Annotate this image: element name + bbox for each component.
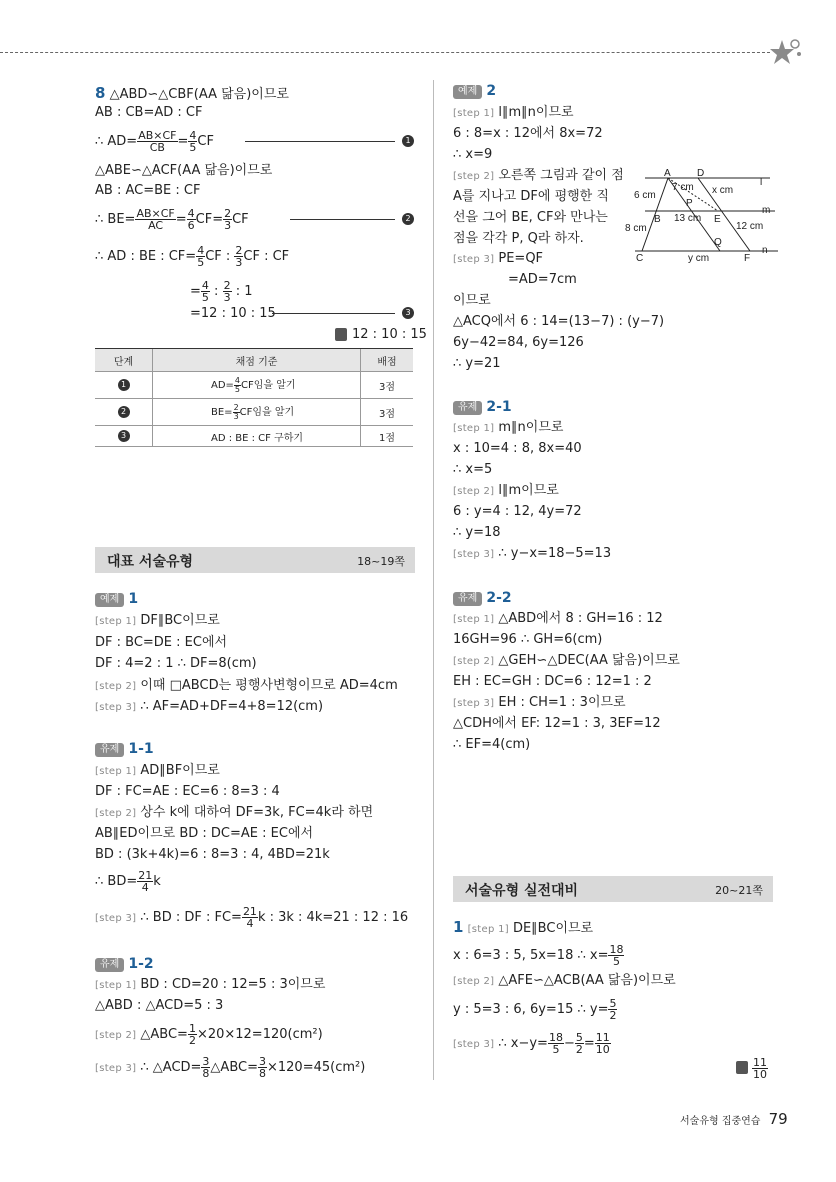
diagram-label: 7 cm <box>672 182 694 193</box>
text-line: AB∥ED이므로 BD : DC=AE : EC에서 <box>95 826 314 841</box>
answer: $\frac{11}{10}$ <box>736 1057 768 1080</box>
text-line: △ABD : △ACD=5 : 3 <box>95 998 224 1013</box>
text-line: ∴ y=21 <box>453 356 501 371</box>
section-title: 대표 서술유형 <box>107 554 194 570</box>
text-line: △ABD∽△CBF(AA 닮음)이므로 <box>109 87 289 102</box>
text-line: 점을 각각 P, Q라 하자. <box>453 231 584 246</box>
section-pages: 18~19쪽 <box>357 555 405 568</box>
text-line: 6 : 8=x : 12에서 8x=72 <box>453 126 603 141</box>
diagram-label: F <box>744 253 751 264</box>
text-line: △ACQ에서 6 : 14=(13−7) : (y−7) <box>453 314 665 329</box>
diagram-label: 6 cm <box>634 190 656 201</box>
column-divider <box>433 80 434 1080</box>
text-line: DF : BC=DE : EC에서 <box>95 635 228 650</box>
diagram-label: D <box>697 168 705 179</box>
badge: 예제 <box>95 593 124 607</box>
text-line: 16GH=96 ∴ GH=6(cm) <box>453 632 603 647</box>
text-line: 6y−42=84, 6y=126 <box>453 335 584 350</box>
diagram-label: B <box>654 214 661 225</box>
page-number: 79 <box>768 1110 788 1128</box>
table-header: 배점 <box>361 349 414 372</box>
text-line: ∴ x=5 <box>453 462 493 477</box>
diagram-label: m <box>762 205 771 216</box>
table-row: 2 BE= $\frac{2}{3}$ CF임을 알기 3점 <box>95 399 413 426</box>
text-line: 이므로 <box>453 293 491 308</box>
equation-line: = $\frac{4}{5}$ : $\frac{2}{3}$ : 1 <box>190 279 253 304</box>
text-line: DF : FC=AE : EC=6 : 8=3 : 4 <box>95 784 280 799</box>
text-line: DF : 4=2 : 1 ∴ DF=8(cm) <box>95 656 257 671</box>
diagram-label: y cm <box>688 253 710 264</box>
text-line: ∴ y=18 <box>453 525 501 540</box>
diagram-label: 12 cm <box>736 221 764 232</box>
answer: 12 : 10 : 15 <box>335 326 427 344</box>
diagram-label: n <box>762 245 768 256</box>
equation-line: ∴ AD : BE : CF= $\frac{4}{5}$ CF : $\frac{2}{3}$ CF : CF <box>95 244 290 269</box>
table-header: 단계 <box>95 349 153 372</box>
text-line: A를 지나고 DF에 평행한 직 <box>453 189 609 204</box>
section-title: 서술유형 실전대비 <box>465 883 579 899</box>
text-line: BD : (3k+4k)=6 : 8=3 : 4, 4BD=21k <box>95 847 330 862</box>
text-line: 6 : y=4 : 12, 4y=72 <box>453 504 582 519</box>
star-icon <box>768 36 804 70</box>
text-line: ∴ x=9 <box>453 147 493 162</box>
text-line: x : 10=4 : 8, 8x=40 <box>453 441 582 456</box>
diagram-label: E <box>714 214 721 225</box>
text-line: ∴ EF=4(cm) <box>453 737 531 752</box>
text-line: △ABE∽△ACF(AA 닮음)이므로 <box>95 163 273 178</box>
equation-line: =12 : 10 : 15 <box>190 306 276 321</box>
table-row: 1 AD= $\frac{4}{5}$ CF임을 알기 3점 <box>95 372 413 399</box>
section-pages: 20~21쪽 <box>715 884 763 897</box>
step-marker-1: 1 <box>402 135 414 147</box>
diagram-label: x cm <box>712 185 734 196</box>
equation-line: ∴ BE= $\frac{AB\times CF}{AC}$ = $\frac{4}{6}$ CF= $\frac{2}{3}$ CF <box>95 207 249 232</box>
diagram-label: Q <box>714 237 722 248</box>
text-line: △CDH에서 EF: 12=1 : 3, 3EF=12 <box>453 716 661 731</box>
diagram-label: C <box>636 253 644 264</box>
step-marker-2: 2 <box>402 213 414 225</box>
footer-text: 서술유형 집중연습 <box>680 1116 761 1127</box>
answer-icon <box>736 1061 748 1074</box>
text-line: AB : AC=BE : CF <box>95 183 201 198</box>
section-banner <box>95 547 415 573</box>
diagram-label: A <box>664 168 671 179</box>
diagram-label: 8 cm <box>625 223 647 234</box>
section-banner <box>453 876 773 902</box>
problem-number: 8 <box>95 84 106 102</box>
text-line: 선을 그어 BE, CF와 만나는 <box>453 210 608 225</box>
text-line: =AD=7cm <box>508 272 577 287</box>
text-line: EH : EC=GH : DC=6 : 12=1 : 2 <box>453 674 652 689</box>
text-line: AB : CB=AD : CF <box>95 105 203 120</box>
table-header: 채점 기준 <box>153 349 361 372</box>
equation-line: ∴ AD= $\frac{AB\times CF}{CB}$ = $\frac{4}{5}$ CF <box>95 129 214 154</box>
diagram-label: l <box>760 177 763 188</box>
scoring-table <box>95 348 413 447</box>
top-rule <box>0 52 770 53</box>
diagram-label: P <box>686 198 693 209</box>
diagram-label: 13 cm <box>674 213 702 224</box>
step-marker-3: 3 <box>402 307 414 319</box>
trapezoid-diagram <box>620 165 780 265</box>
footer <box>680 1110 788 1131</box>
answer-icon <box>335 328 347 341</box>
table-row: 3 AD : BE : CF 구하기 1점 <box>95 426 413 447</box>
